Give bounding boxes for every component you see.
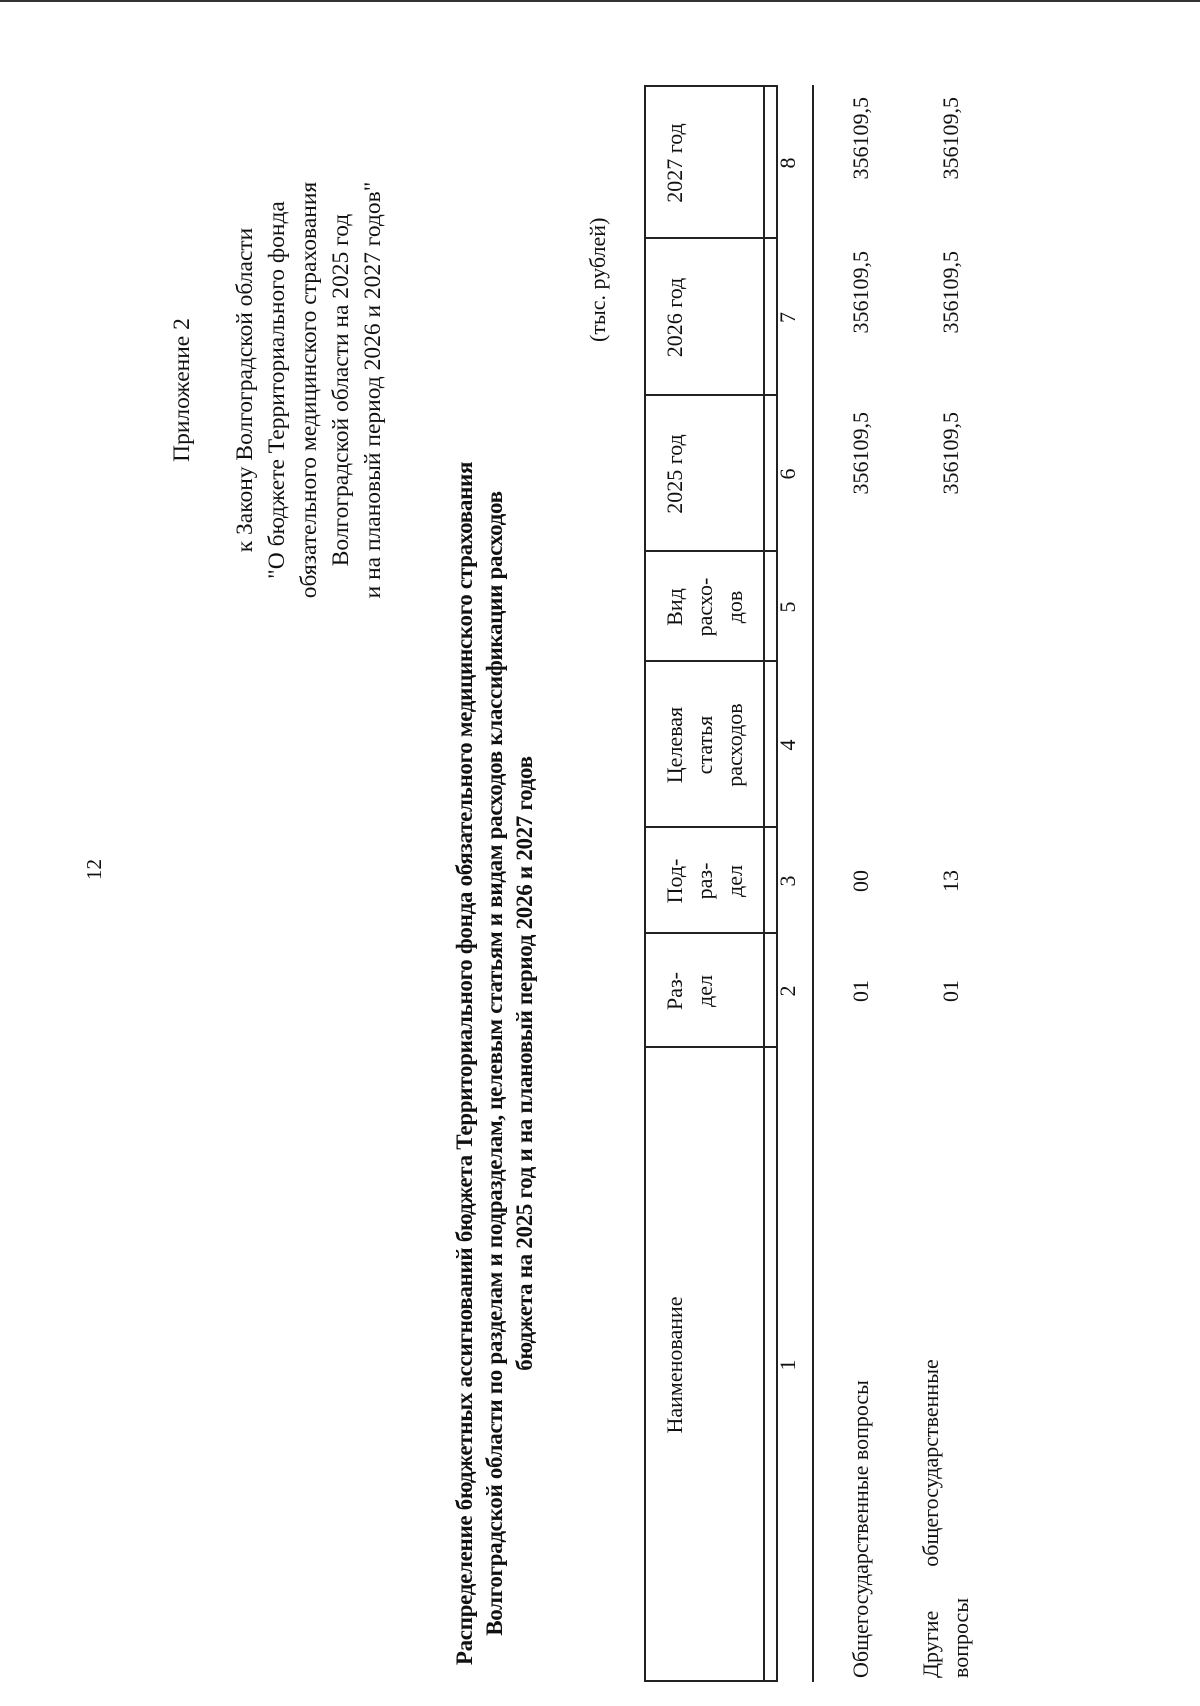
row-razdel: 01 bbox=[938, 980, 963, 1002]
title-line: бюджета на 2025 год и на плановый период 2026 и 2027 годов bbox=[512, 756, 537, 1371]
header-line: расходов bbox=[722, 703, 747, 787]
header-line: расхо- bbox=[692, 577, 717, 637]
row-value-2026: 356109,5 bbox=[938, 251, 963, 334]
row-podrazdel: 00 bbox=[848, 870, 873, 892]
column-number: 2 bbox=[775, 985, 800, 997]
table-header-top-rule bbox=[644, 85, 646, 1682]
row-value-2026: 356109,5 bbox=[848, 251, 873, 334]
row-name: Общегосударственные вопросы bbox=[848, 1380, 873, 1678]
appendix-line: к Закону Волгоградской области bbox=[232, 227, 258, 553]
header-line: раз- bbox=[692, 862, 717, 900]
row-name-continued: вопросы bbox=[948, 1597, 973, 1678]
header-line: Целевая bbox=[662, 706, 687, 784]
row-name: Другие общегосударственные bbox=[918, 1359, 943, 1678]
header-2025 bbox=[660, 396, 690, 552]
column-number-top-rule bbox=[763, 85, 765, 1682]
row-razdel: 01 bbox=[848, 980, 873, 1002]
column-number: 4 bbox=[775, 739, 800, 751]
document-title bbox=[450, 441, 540, 1686]
title-line: Волгоградской области по разделам и подразделам, целевым статьям и видам расходов классификации расходов bbox=[482, 491, 507, 1636]
header-name bbox=[660, 1048, 690, 1682]
column-number: 8 bbox=[775, 157, 800, 169]
header-line: 2026 год bbox=[662, 277, 687, 358]
appendix-block bbox=[166, 110, 389, 670]
appendix-line: и на плановый период 2026 и 2027 годов" bbox=[360, 181, 386, 599]
header-line: Вид bbox=[662, 588, 687, 626]
header-razdel bbox=[660, 934, 720, 1048]
appendix-line: Волгоградской области на 2025 год bbox=[328, 213, 354, 567]
header-vid-rashodov bbox=[660, 552, 750, 662]
page-number: 12 bbox=[82, 859, 106, 880]
header-line: статья bbox=[692, 715, 717, 775]
appendix-title: Приложение 2 bbox=[169, 318, 195, 462]
header-line: Под- bbox=[662, 858, 687, 904]
appendix-line: "О бюджете Территориального фонда bbox=[264, 201, 290, 579]
appendix-line: обязательного медицинского страхования bbox=[296, 181, 322, 599]
header-2026 bbox=[660, 239, 690, 396]
header-line: 2025 год bbox=[662, 434, 687, 514]
header-line: 2027 год bbox=[662, 123, 687, 203]
header-line: дел bbox=[722, 865, 747, 897]
header-line: Наименование bbox=[662, 1296, 687, 1434]
row-value-2027: 356109,5 bbox=[848, 97, 873, 180]
column-number: 3 bbox=[775, 875, 800, 887]
row-podrazdel: 13 bbox=[938, 870, 963, 892]
column-number: 6 bbox=[775, 468, 800, 480]
header-line: дел bbox=[692, 975, 717, 1007]
column-number: 7 bbox=[775, 312, 800, 323]
header-2027 bbox=[660, 87, 690, 239]
column-number: 5 bbox=[775, 601, 800, 613]
header-celevaya-statya bbox=[660, 662, 750, 828]
header-podrazdel bbox=[660, 828, 750, 934]
column-number: 1 bbox=[775, 1359, 800, 1371]
row-value-2025: 356109,5 bbox=[848, 412, 873, 495]
title-line: Распределение бюджетных ассигнований бюджета Территориального фонда обязательного медицинского страхования bbox=[452, 461, 477, 1666]
units-label: (тыс. рублей) bbox=[585, 217, 610, 342]
row-value-2027: 356109,5 bbox=[938, 97, 963, 180]
header-line: дов bbox=[722, 590, 747, 624]
table-body-rule bbox=[812, 85, 814, 1682]
row-value-2025: 356109,5 bbox=[938, 412, 963, 495]
header-line: Раз- bbox=[662, 971, 687, 1011]
